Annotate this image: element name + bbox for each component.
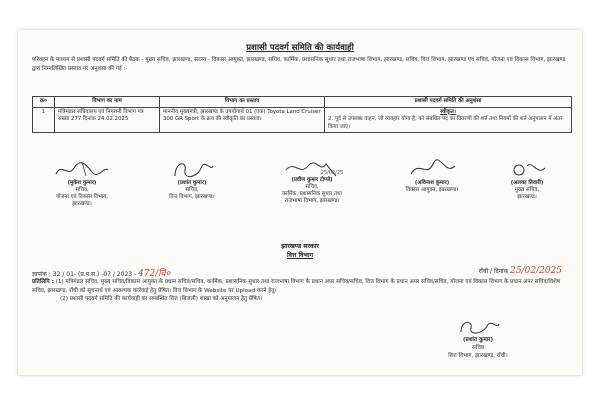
- signature-scribble-icon: [167, 158, 217, 180]
- signatory-place: झारखण्ड।: [72, 201, 92, 207]
- government-heading: [18, 242, 582, 260]
- signatory-name: (प्रवीण कुमार टोप्पो): [291, 177, 333, 183]
- final-signatory-role: सचिव: [472, 345, 484, 351]
- signatory-role: सचिव,: [75, 187, 89, 193]
- row-department: मंत्रिमंडल सचिवालय एवं निगरानी विभाग पत्र संख्या 277 दिनांक 24.02.2025: [55, 107, 160, 133]
- signatory-org: कार्मिक, प्रशासनिक सुधार तथा: [282, 191, 342, 197]
- copy-to-section: [32, 278, 572, 304]
- final-signatory-org: वित्त विभाग, झारखण्ड, राँची।: [448, 353, 508, 359]
- recommendation-head: स्वीकृत।: [440, 108, 456, 115]
- signature-block: [482, 158, 572, 201]
- signature-date: 25/02/25: [320, 170, 344, 176]
- row-recommendation: [325, 107, 572, 133]
- signature-block: [252, 158, 372, 205]
- signatory-role: सचिव,: [185, 187, 199, 193]
- signatory-place: राजभाषा विभाग, झारखण्ड।: [284, 198, 340, 204]
- department-name: वित्त विभाग: [287, 252, 313, 259]
- recommendation-body: 2. पूर्व से उपलब्ध वाहन, जो व्यवहार योग्य है, को संबंधित पद का विवरणी की शर्त तथा नियमों की शर्त अनुपालन में अंतर किया जाए।: [328, 116, 563, 130]
- signature-scribble-icon: [405, 158, 460, 180]
- intro-paragraph: परिवहन के माध्यम से प्रशासी पदवर्ग समिति की बैठक - मुख्य सचिव, झारखण्ड, सदस्य - विकास आयुक्त, झारखण्ड, सचिव, कार्मिक, प्रशासनिक सुधार तथा राजभाषा विभाग, झारखण्ड, सचिव, वित्त विभाग, झारखण्ड एवं सचिव, योजना एवं विकास विभाग, झारखण्ड द्वारा निम्नलिखित प्रस्ताव पर अनुशंसा की गई :-: [32, 57, 566, 72]
- signature-scribble-icon: [505, 158, 550, 180]
- copy-heading: प्रतिलिपि :: [32, 279, 54, 285]
- table-row: [33, 107, 572, 133]
- header-department: विभाग का नाम: [55, 97, 160, 108]
- date-label: राँची / दिनांक: [478, 268, 509, 275]
- signature-scribble-icon: [52, 158, 112, 180]
- signature-row: [32, 158, 572, 228]
- signatory-role: सचिव,: [305, 184, 319, 190]
- signature-block: [387, 158, 477, 194]
- header-proposal: विभाग का प्रस्ताव: [160, 97, 325, 108]
- table-header-row: [33, 97, 572, 108]
- signatory-name: (अलका तिवारी): [510, 180, 544, 186]
- memo-label: ज्ञापांक : 32 / 01- (प्र.प.स.) -07 / 2023 -: [32, 271, 137, 278]
- memo-handwritten-number: 472/वि०: [138, 269, 171, 279]
- header-recommendation: प्रशासी पदवर्ग समिति की अनुशंसा: [325, 97, 572, 108]
- copy-item-1: (1) मंत्रिमंडल सचिव, मुख्य सचिव/विकास आयुक्त के प्रधान सचिव/सचिव, कार्मिक, प्रशासनिक सुधार तथा राजभाषा विभाग के प्रधान अपर सचिव/सचिव, वित्त विभाग के प्रधान अपर सचिव/सचिव, योजना एवं विकास विभाग के प्रधान अपर सचिव/विशेष सचिव, झारखण्ड, राँची को सूचनार्थ एवं आवश्यक कार्रवाई हेतु प्रेषित। वित्त विभाग के Website पर Upload करने हेतु।: [32, 279, 561, 294]
- memo-date: [479, 266, 562, 276]
- signatory-org: झारखण्ड।: [517, 194, 537, 200]
- document-page: [18, 30, 582, 375]
- signature-scribble-icon: [453, 318, 503, 336]
- row-proposal: माननीय मुख्यमंत्री, झारखण्ड के उपयोगार्थ 01 (एक) Toyota Land Cruiser 300 GR Sport के क्रय की स्वीकृति का प्रस्ताव।: [160, 107, 325, 133]
- signatory-org: योजना एवं विकास विभाग,: [56, 194, 108, 200]
- header-number: क्र०: [33, 97, 55, 108]
- final-signature: [418, 318, 538, 360]
- signatory-org: वित्त विभाग, झारखण्ड।: [169, 194, 215, 200]
- handwritten-date: 25/02/2025: [510, 266, 562, 276]
- signatory-name: (मुकेश कुमार): [67, 180, 97, 186]
- signatory-role: विकास आयुक्त, झारखण्ड।: [405, 187, 459, 193]
- signature-block: [32, 158, 132, 208]
- signatory-name: (अविनाश कुमार): [414, 180, 450, 186]
- document-title: प्रशासी पदवर्ग समिति की कार्यवाही: [246, 43, 354, 53]
- final-signatory-name: (प्रशांत कुमार): [462, 337, 494, 343]
- row-number: 1: [33, 107, 55, 133]
- recommendation-table: [32, 96, 572, 133]
- signatory-role: मुख्य सचिव,: [514, 187, 540, 193]
- signatory-name: (प्रशांत कुमार): [177, 180, 207, 186]
- copy-item-2: (2) प्रशासी पदवर्ग समिति की कार्यवाही का सम्बन्धित वित्त (बिजली) शाखा को अनुपालन हेतु प्रेषित।: [60, 296, 263, 302]
- signature-block: [147, 158, 237, 201]
- government-name: झारखण्ड सरकार: [281, 243, 319, 250]
